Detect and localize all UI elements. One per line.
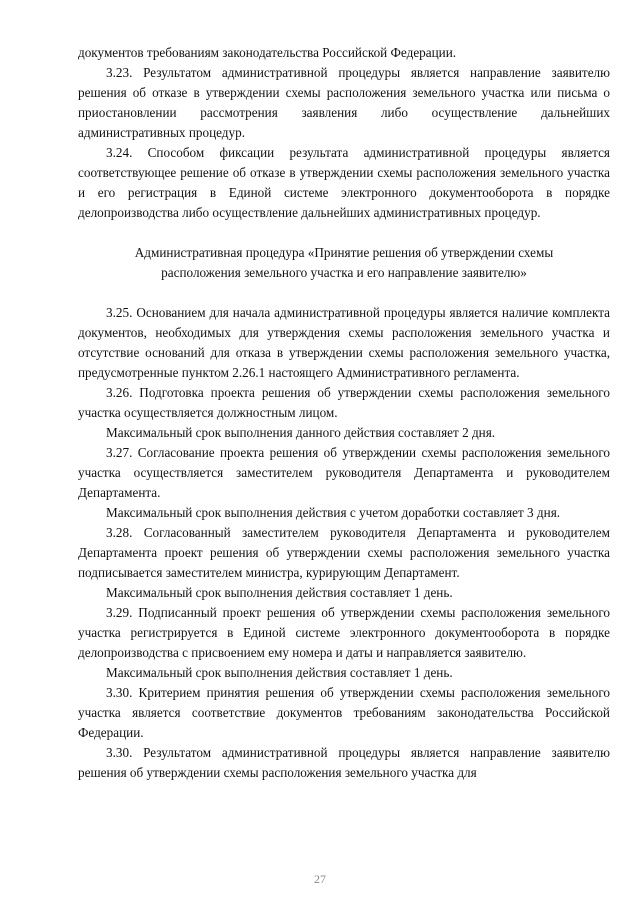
paragraph-deadline-1-day-b: Максимальный срок выполнения действия составляет 1 день. [106,665,453,680]
paragraph-continuation: документов требованиям законодательства Российской Федерации. [78,45,457,60]
paragraph-3-30-criterion: 3.30. Критерием принятия решения об утверждении схемы расположения земельного участка является соответствие документов требованиям законодательства Российской Федерации. [78,685,610,740]
paragraph-3-24: 3.24. Способом фиксации результата административной процедуры является соответствующее решение об отказе в утверждении схемы расположения земельного участка и его регистрация в Единой системе электронного документооборота в порядке делопроизводства либо осуществление дальнейших административных процедур. [78,145,610,220]
paragraph-3-28: 3.28. Согласованный заместителем руководителя Департамента и руководителем Департамента проект решения об утверждении схемы расположения земельного участка подписывается заместителем министра, курирующим Департамент. [78,525,610,580]
paragraph-3-30-result: 3.30. Результатом административной процедуры является направление заявителю решения об утверждении схемы расположения земельного участка для [78,745,610,780]
paragraph-3-26: 3.26. Подготовка проекта решения об утверждении схемы расположения земельного участка осуществляется должностным лицом. [78,385,610,420]
section-main [78,303,610,783]
paragraph-deadline-3-days: Максимальный срок выполнения действия с учетом доработки составляет 3 дня. [106,505,561,520]
page-number: 27 [314,872,326,886]
section-heading: Административная процедура «Принятие решения об утверждении схемы расположения земельного участка и его направление заявителю» [134,245,554,280]
paragraph-3-29: 3.29. Подписанный проект решения об утверждении схемы расположения земельного участка регистрируется в Единой системе электронного документооборота в порядке делопроизводства с присвоением ему номера и даты и направляется заявителю. [78,605,610,660]
paragraph-3-27: 3.27. Согласование проекта решения об утверждении схемы расположения земельного участка осуществляется заместителем руководителя Департамента и руководителем Департамента. [78,445,610,500]
paragraph-deadline-1-day-a: Максимальный срок выполнения действия составляет 1 день. [106,585,453,600]
section-top [78,43,610,223]
paragraph-3-25: 3.25. Основанием для начала административной процедуры является наличие комплекта документов, необходимых для утверждения схемы расположения земельного участка и отсутствие оснований для отказа в утверждении схемы расположения земельного участка, предусмотренные пунктом 2.26.1 настоящего Административного регламента. [78,305,610,380]
paragraph-3-23: 3.23. Результатом административной процедуры является направление заявителю решения об отказе в утверждении схемы расположения земельного участка или письма о приостановлении рассмотрения заявления либо осуществление дальнейших административных процедур. [78,65,610,140]
paragraph-deadline-2-days: Максимальный срок выполнения данного действия составляет 2 дня. [106,425,496,440]
document-body [78,43,610,783]
